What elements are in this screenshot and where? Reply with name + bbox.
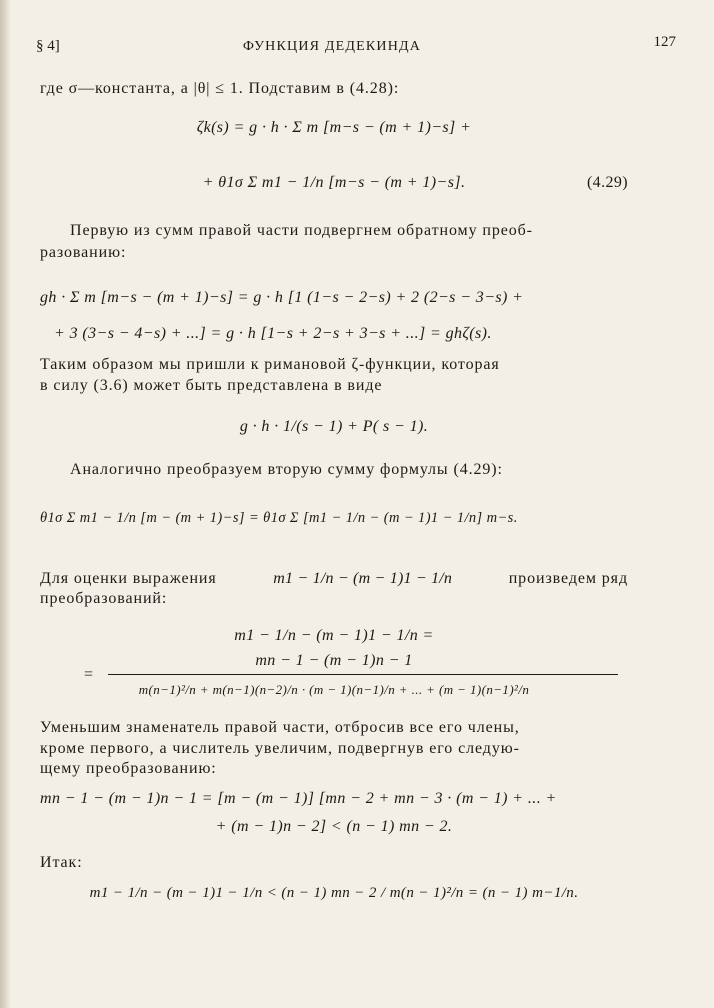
text-line: Уменьшим знаменатель правой части, отбросив все его члены, [40,719,520,736]
equals-sign: = [84,666,94,683]
fraction-bar [108,674,618,675]
chapter-title: ФУНКЦИЯ ДЕДЕКИНДА [242,39,422,54]
equation-line: θ1σ Σ m1 − 1/n [m − (m + 1)−s] = θ1σ Σ [m1 − 1/n − (m − 1)1 − 1/n] m−s. [40,510,518,526]
equation-line: + 3 (3−s − 4−s) + ...] = g · h [1−s + 2−s + 3−s + ...] = ghζ(s). [54,325,492,342]
text-fragment: Для оценки выражения [40,570,217,587]
running-header [36,34,676,62]
text-line: Первую из сумм правой части подвергнем обратному преоб- [70,222,533,239]
text-line: кроме первого, а числитель увеличим, подвергнув его следую- [40,740,520,757]
fraction-numerator: mn − 1 − (m − 1)n − 1 [255,652,413,669]
equation-line: gh · Σ m [m−s − (m + 1)−s] = g · h [1 (1−s − 2−s) + 2 (2−s − 3−s) + [40,289,524,306]
text-line: разованию: [40,244,127,261]
text-line: в силу (3.6) может быть представлена в виде [40,377,383,394]
section-number: § 4] [36,38,60,54]
equation-4-29-line-2-text: + θ1σ Σ m1 − 1/n [m−s − (m + 1)−s]. [202,174,466,191]
equation-line: mn − 1 − (m − 1)n − 1 = [m − (m − 1)] [mn − 2 + mn − 3 · (m − 1) + ... + [40,790,557,807]
text-line: Таким образом мы пришли к римановой ζ-функции, которая [40,356,500,373]
fraction-denominator: m(n−1)²/n + m(n−1)(n−2)/n · (m − 1)(n−1)/n + ... + (m − 1)(n−1)²/n [138,682,530,697]
text-line: Итак: [40,854,83,871]
equation-4-29-line-1: ζk(s) = g · h · Σ m [m−s − (m + 1)−s] + [196,119,472,136]
text-fragment: произведем ряд [508,570,628,587]
text-line: щему преобразованию: [40,760,217,777]
equation-line: m1 − 1/n − (m − 1)1 − 1/n < (n − 1) mn − 2 / m(n − 1)²/n = (n − 1) m−1/n. [89,885,579,901]
text-line: где σ—константа, а |θ| ≤ 1. Подставим в (4.28): [40,80,400,97]
equation-4-29-line-2 [40,174,628,192]
equation-line: m1 − 1/n − (m − 1)1 − 1/n = [234,627,434,644]
text-line: преобразований: [40,590,168,607]
equation-line: g · h · 1/(s − 1) + P( s − 1). [239,418,429,435]
equation-number: (4.29) [586,174,628,191]
text-line [40,570,628,588]
equation-line: + (m − 1)n − 2] < (n − 1) mn − 2. [215,818,453,835]
page-number: 127 [653,34,676,50]
inline-math: m1 − 1/n − (m − 1)1 − 1/n [273,570,453,587]
text-line: Аналогично преобразуем вторую сумму формулы (4.29): [70,461,503,478]
page-spine-shadow [0,0,10,1008]
